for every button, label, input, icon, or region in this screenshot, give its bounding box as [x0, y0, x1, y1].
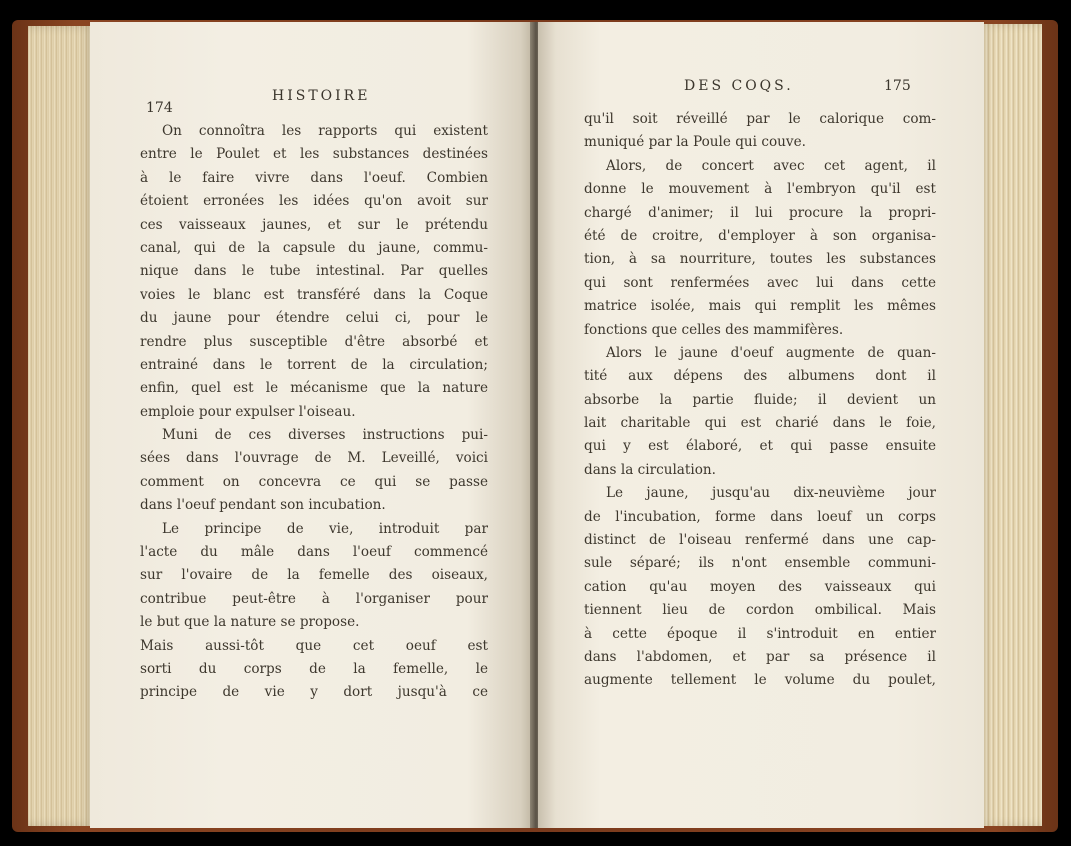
text-line: lait charitable qui est charié dans le foie, [584, 415, 936, 432]
text-line: Alors le jaune d'oeuf augmente de quan- [606, 344, 936, 361]
text-line: dans l'oeuf pendant son incubation. [140, 497, 386, 514]
running-head: DES COQS. [684, 78, 794, 94]
text-line: sorti du corps de la femelle, le [140, 660, 488, 677]
text-line: l'acte du mâle dans l'oeuf commencé [140, 544, 488, 561]
text-line: tion, à sa nourriture, toutes les substances [584, 251, 936, 268]
text-line: qui sont renfermées avec lui dans cette [584, 274, 936, 291]
text-line: Le jaune, jusqu'au dix-neuvième jour [606, 485, 936, 502]
right-page [538, 22, 984, 828]
text-line: canal, qui de la capsule du jaune, commu- [140, 239, 488, 256]
text-line: matrice isolée, mais qui remplit les mêmes [584, 298, 936, 315]
page-text [140, 120, 488, 705]
text-line: entrainé dans le torrent de la circulation; [140, 356, 488, 373]
text-line: muniqué par la Poule qui couve. [584, 134, 806, 151]
text-line: sur l'ovaire de la femelle des oiseaux, [140, 567, 488, 584]
text-line: à le faire vivre dans l'oeuf. Combien [140, 169, 488, 186]
text-line: ces vaisseaux jaunes, et sur le prétendu [140, 216, 488, 233]
text-line: étoient erronées les idées qu'on avoit sur [140, 193, 488, 210]
text-line: voies le blanc est transféré dans la Coque [140, 286, 488, 303]
text-line: qu'il soit réveillé par le calorique com- [584, 111, 936, 127]
text-line: enfin, quel est le mécanisme que la nature [140, 380, 488, 397]
text-line: rendre plus susceptible d'être absorbé et [140, 333, 488, 350]
text-line: tiennent lieu de cordon ombilical. Mais [584, 602, 936, 619]
text-line: sule séparé; ils n'ont ensemble communi- [584, 555, 936, 572]
text-line: Alors, de concert avec cet agent, il [606, 157, 936, 174]
page-text [584, 108, 936, 693]
text-line: le but que la nature se propose. [140, 614, 360, 631]
text-line: à cette époque il s'introduit en entier [584, 625, 936, 642]
text-line: contribue peut-être à l'organiser pour [140, 590, 488, 607]
text-line: principe de vie y dort jusqu'à ce [140, 684, 488, 701]
text-line: distinct de l'oiseau renfermé dans une cap- [584, 532, 936, 549]
text-line: tité aux dépens des albumens dont il [584, 368, 936, 385]
text-line: fonctions que celles des mammifères. [584, 321, 844, 338]
text-line: de l'incubation, forme dans loeuf un corps [584, 508, 936, 525]
text-line: entre le Poulet et les substances destinées [140, 146, 488, 163]
text-line: emploie pour expulser l'oiseau. [140, 403, 356, 420]
text-line: du jaune pour étendre celui ci, pour le [140, 310, 488, 327]
running-head: HISTOIRE [272, 88, 371, 104]
text-line: comment on concevra ce qui se passe [140, 473, 488, 490]
text-line: dans l'abdomen, et par sa présence il [584, 648, 936, 665]
text-line: Mais aussi-tôt que cet oeuf est [140, 637, 488, 654]
text-line: augmente tellement le volume du poulet, [584, 672, 936, 689]
text-line: donne le mouvement à l'embryon qu'il est [584, 181, 936, 198]
left-page [90, 22, 534, 828]
text-line: chargé d'animer; il lui procure la propri- [584, 204, 936, 221]
text-line: été de croitre, d'employer à son organisa- [584, 227, 936, 244]
page-number: 174 [146, 100, 173, 116]
text-line: Muni de ces diverses instructions pui- [162, 427, 488, 444]
text-line: nique dans le tube intestinal. Par quelles [140, 263, 488, 280]
text-line: sées dans l'ouvrage de M. Leveillé, voici [140, 450, 488, 467]
page-number: 175 [884, 78, 911, 94]
text-line: qui y est élaboré, et qui passe ensuite [584, 438, 936, 455]
text-line: On connoîtra les rapports qui existent [162, 123, 488, 139]
text-line: cation qu'au moyen des vaisseaux qui [584, 578, 936, 595]
page-edges-right [980, 24, 1042, 826]
text-line: Le principe de vie, introduit par [162, 520, 488, 537]
text-line: dans la circulation. [584, 461, 716, 478]
page-edges-left [28, 26, 94, 826]
text-line: absorbe la partie fluide; il devient un [584, 391, 936, 408]
